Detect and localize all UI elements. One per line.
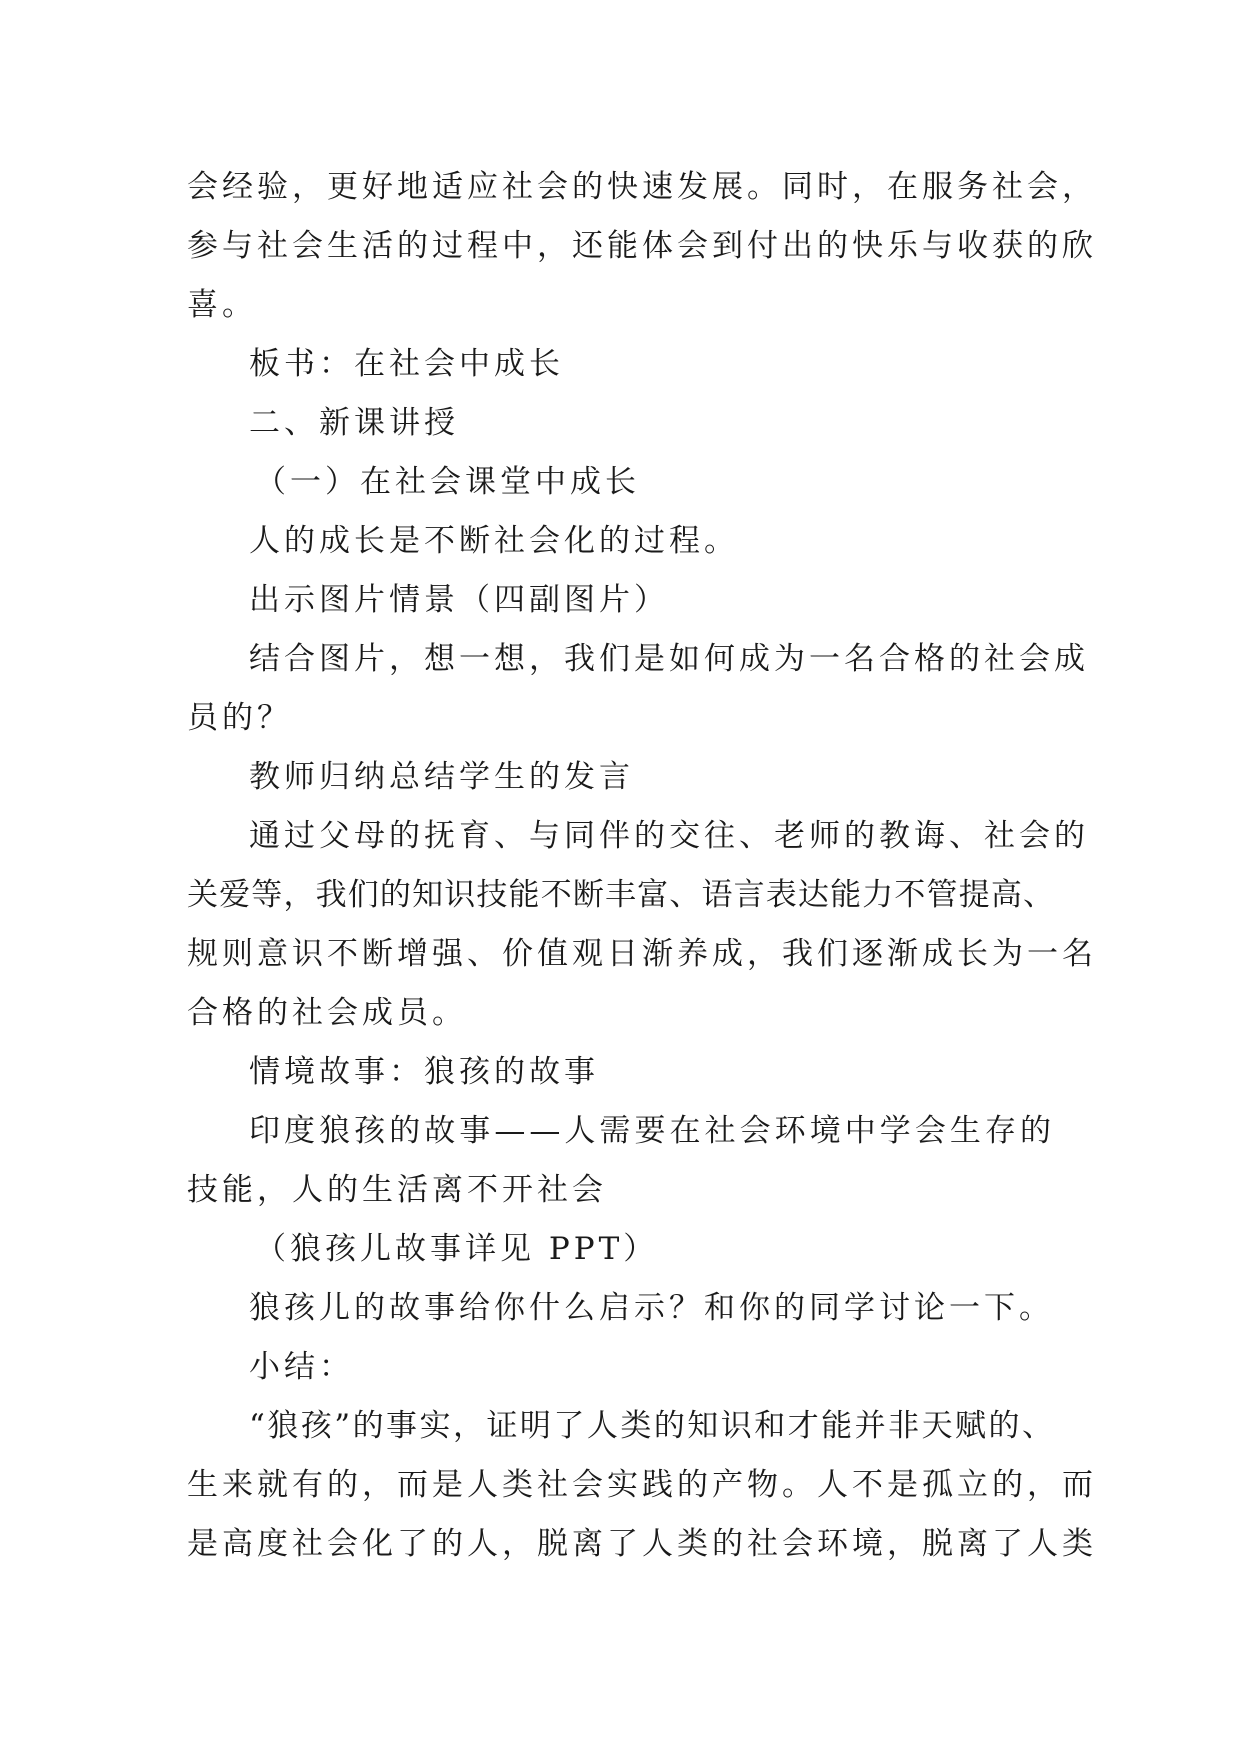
blackboard-heading: 板书：在社会中成长	[249, 346, 564, 382]
paragraph-line: （狼孩儿故事详见 PPT）	[255, 1231, 659, 1267]
paragraph-line: 生来就有的，而是人类社会实践的产物。人不是孤立的，而	[187, 1467, 1097, 1503]
story-heading: 情境故事：狼孩的故事	[249, 1054, 599, 1090]
paragraph-line: 规则意识不断增强、价值观日渐养成，我们逐渐成长为一名	[187, 936, 1097, 972]
paragraph-line: 印度狼孩的故事——人需要在社会环境中学会生存的	[249, 1113, 1055, 1149]
paragraph-line: 会经验，更好地适应社会的快速发展。同时，在服务社会，	[187, 169, 1097, 205]
paragraph-line: 人的成长是不断社会化的过程。	[249, 523, 739, 559]
paragraph-line: 关爱等，我们的知识技能不断丰富、语言表达能力不管提高、	[187, 877, 1055, 913]
paragraph-line: 教师归纳总结学生的发言	[249, 759, 634, 795]
summary-heading: 小结：	[249, 1349, 354, 1385]
paragraph-line: 技能，人的生活离不开社会	[187, 1172, 607, 1208]
paragraph-line: 出示图片情景（四副图片）	[249, 582, 669, 618]
paragraph-line: 结合图片，想一想，我们是如何成为一名合格的社会成	[249, 641, 1089, 677]
paragraph-line: 通过父母的抚育、与同伴的交往、老师的教诲、社会的	[249, 818, 1089, 854]
paragraph-line: 是高度社会化了的人，脱离了人类的社会环境，脱离了人类	[187, 1526, 1097, 1562]
paragraph-line: 员的？	[187, 700, 292, 736]
paragraph-line: 参与社会生活的过程中，还能体会到付出的快乐与收获的欣	[187, 228, 1097, 264]
paragraph-line: 狼孩儿的故事给你什么启示？和你的同学讨论一下。	[249, 1290, 1054, 1326]
section-heading: 二、新课讲授	[249, 405, 459, 441]
document-body	[187, 158, 1097, 1574]
paragraph-line: 喜。	[187, 287, 257, 323]
paragraph-line: 合格的社会成员。	[187, 995, 467, 1031]
subsection-heading: （一）在社会课堂中成长	[255, 464, 640, 500]
paragraph-line: “狼孩”的事实，证明了人类的知识和才能并非天赋的、	[249, 1408, 1055, 1444]
